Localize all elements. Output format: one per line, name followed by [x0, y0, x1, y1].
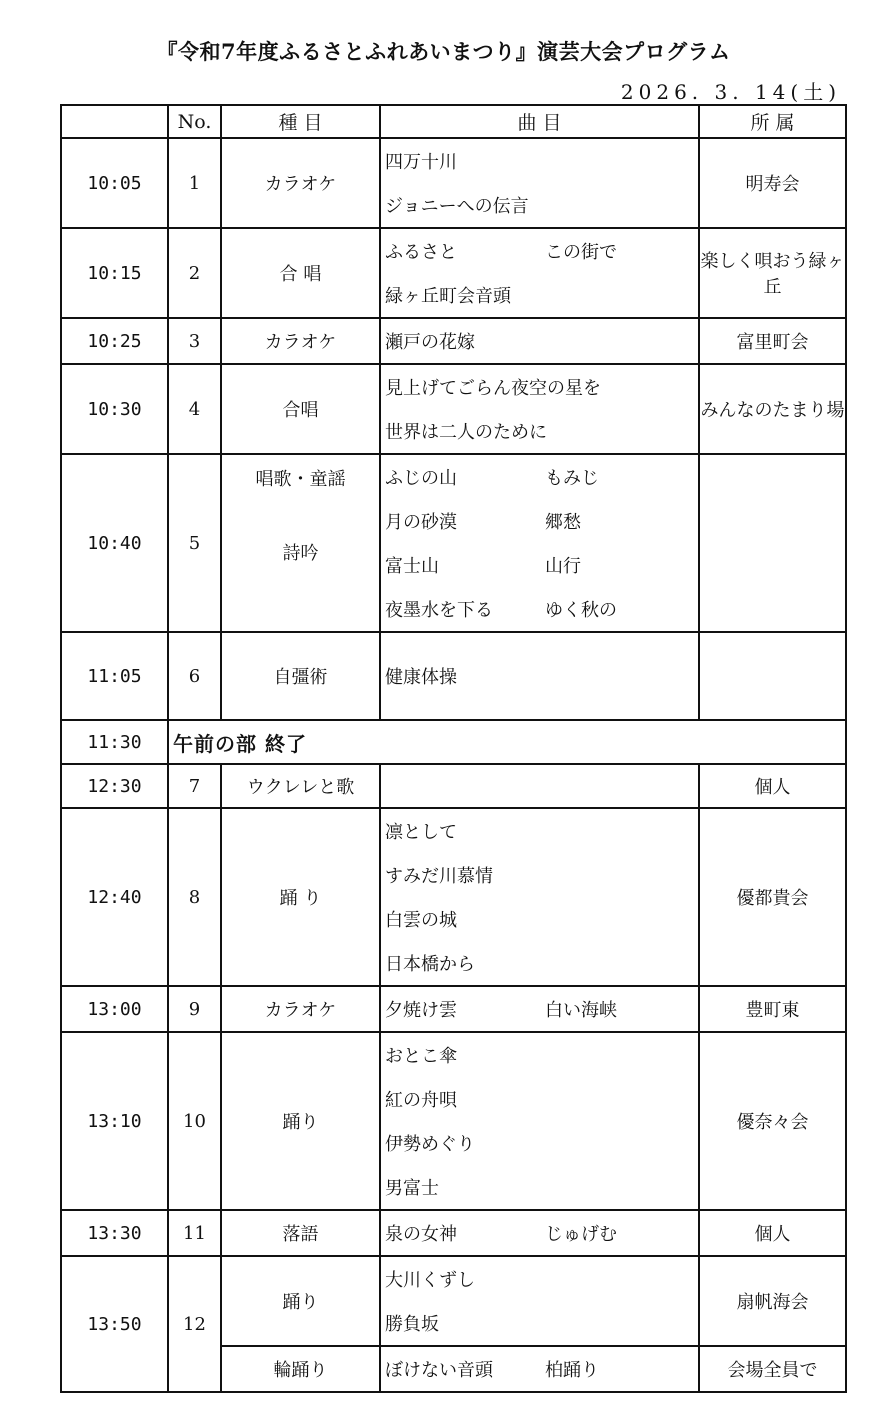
number-cell: 5 — [168, 454, 221, 632]
number-cell: 3 — [168, 318, 221, 364]
song-title: ふじの山 — [385, 468, 457, 489]
time-cell: 13:50 — [61, 1256, 168, 1392]
genre-cell: 合唱 — [221, 364, 380, 454]
songs-cell — [380, 138, 699, 228]
table-header-row — [61, 105, 846, 138]
song-title: 夜墨水を下る — [385, 600, 493, 621]
genre-cell: ウクレレと歌 — [221, 764, 380, 808]
number-cell: 9 — [168, 986, 221, 1032]
song-title: 健康体操 — [385, 667, 457, 688]
songs-cell — [380, 764, 699, 808]
songs-cell — [380, 632, 699, 720]
table-row — [61, 720, 846, 764]
song-title: 日本橋から — [385, 954, 475, 975]
group-cell — [699, 454, 846, 632]
song-line — [385, 273, 698, 317]
song-line — [385, 319, 698, 363]
song-title: 世界は二人のために — [385, 422, 547, 443]
songs-cell — [380, 1256, 699, 1346]
song-line — [385, 1347, 698, 1391]
song-line — [385, 1165, 698, 1209]
song-line — [385, 587, 698, 631]
time-cell: 10:25 — [61, 318, 168, 364]
songs-cell — [380, 986, 699, 1032]
time-cell: 10:30 — [61, 364, 168, 454]
table-row — [61, 228, 846, 318]
table-row — [61, 364, 846, 454]
number-cell: 11 — [168, 1210, 221, 1256]
song-title: 男富士 — [385, 1178, 439, 1199]
song-line — [385, 229, 698, 273]
songs-cell — [380, 318, 699, 364]
song-title: 凛として — [385, 822, 457, 843]
song-line — [385, 183, 698, 227]
time-cell: 11:30 — [61, 720, 168, 764]
number-cell: 1 — [168, 138, 221, 228]
song-line — [385, 543, 698, 587]
number-cell: 6 — [168, 632, 221, 720]
song-title: もみじ — [545, 468, 599, 489]
time-cell: 13:10 — [61, 1032, 168, 1210]
song-title: 山行 — [545, 556, 581, 577]
genre-cell: カラオケ — [221, 138, 380, 228]
song-line — [385, 1121, 698, 1165]
song-title: じゅげむ — [545, 1224, 617, 1245]
song-line — [385, 409, 698, 453]
song-line — [385, 365, 698, 409]
songs-cell — [380, 1032, 699, 1210]
time-cell: 12:30 — [61, 764, 168, 808]
time-cell: 13:00 — [61, 986, 168, 1032]
genre-cell: 落語 — [221, 1210, 380, 1256]
song-line — [385, 499, 698, 543]
genre-label: 唱歌・童謡 — [255, 469, 346, 490]
number-cell: 7 — [168, 764, 221, 808]
group-cell: 会場全員で — [699, 1346, 846, 1392]
genre-label: 詩吟 — [282, 543, 319, 564]
group-cell: 個人 — [699, 1210, 846, 1256]
program-table — [60, 104, 847, 1393]
group-cell: 明寿会 — [699, 138, 846, 228]
number-cell: 4 — [168, 364, 221, 454]
song-line — [385, 1257, 698, 1301]
group-cell: 扇帆海会 — [699, 1256, 846, 1346]
song-title: ふるさと — [385, 242, 457, 263]
song-line — [385, 809, 698, 853]
time-cell: 10:40 — [61, 454, 168, 632]
genre-cell: 踊り — [221, 1256, 380, 1346]
song-title: 白い海峡 — [545, 1000, 617, 1021]
song-title: 四万十川 — [385, 152, 457, 173]
song-title: 紅の舟唄 — [385, 1090, 457, 1111]
song-line — [385, 1077, 698, 1121]
songs-cell — [380, 808, 699, 986]
table-row — [61, 138, 846, 228]
song-line — [385, 987, 698, 1031]
header-genre: 種 目 — [221, 105, 380, 138]
song-line — [385, 654, 698, 698]
genre-cell — [221, 454, 380, 632]
song-title: 月の砂漠 — [385, 512, 457, 533]
song-line — [385, 139, 698, 183]
header-no: No. — [168, 105, 221, 138]
song-line — [385, 1033, 698, 1077]
song-title: 夕焼け雲 — [385, 1000, 457, 1021]
number-cell: 10 — [168, 1032, 221, 1210]
song-title: 勝負坂 — [385, 1314, 439, 1335]
time-cell: 10:15 — [61, 228, 168, 318]
genre-cell: 踊り — [221, 1032, 380, 1210]
song-title: 伊勢めぐり — [385, 1134, 475, 1155]
table-row — [61, 1210, 846, 1256]
header-time — [61, 105, 168, 138]
song-line — [385, 1211, 698, 1255]
songs-cell — [380, 1346, 699, 1392]
genre-cell: 踊 り — [221, 808, 380, 986]
song-title: 郷愁 — [545, 512, 581, 533]
song-line — [385, 941, 698, 985]
time-cell: 11:05 — [61, 632, 168, 720]
header-group: 所 属 — [699, 105, 846, 138]
genre-cell: 自彊術 — [221, 632, 380, 720]
table-row — [61, 318, 846, 364]
song-title: 緑ヶ丘町会音頭 — [385, 286, 511, 307]
songs-cell — [380, 1210, 699, 1256]
break-label: 午前の部 終了 — [168, 720, 846, 764]
song-title: 大川くずし — [385, 1270, 475, 1291]
group-cell: 優都貴会 — [699, 808, 846, 986]
songs-cell — [380, 364, 699, 454]
page-title: 『令和7年度ふるさとふれあいまつり』演芸大会プログラム — [156, 39, 731, 64]
table-row — [61, 1256, 846, 1346]
table-row — [61, 764, 846, 808]
song-line — [385, 455, 698, 499]
song-title: 柏踊り — [545, 1360, 599, 1381]
time-cell: 10:05 — [61, 138, 168, 228]
number-cell: 12 — [168, 1256, 221, 1392]
group-cell: 富里町会 — [699, 318, 846, 364]
song-title: この街で — [545, 242, 617, 263]
group-cell: 優奈々会 — [699, 1032, 846, 1210]
time-cell: 13:30 — [61, 1210, 168, 1256]
group-cell: 個人 — [699, 764, 846, 808]
song-title: すみだ川慕情 — [385, 866, 493, 887]
song-title: 泉の女神 — [385, 1224, 457, 1245]
time-cell: 12:40 — [61, 808, 168, 986]
song-title: 富士山 — [385, 556, 439, 577]
song-title: ゆく秋の — [545, 600, 617, 621]
song-line — [385, 897, 698, 941]
song-title: ぼけない音頭 — [385, 1360, 493, 1381]
song-title: ジョニーへの伝言 — [385, 196, 529, 217]
genre-cell: 合 唱 — [221, 228, 380, 318]
song-title: 白雲の城 — [385, 910, 457, 931]
number-cell: 8 — [168, 808, 221, 986]
group-cell: みんなのたまり場 — [699, 364, 846, 454]
song-title: 見上げてごらん夜空の星を — [385, 378, 601, 399]
table-row — [61, 454, 846, 632]
song-line — [385, 853, 698, 897]
song-title: おとこ傘 — [385, 1046, 457, 1067]
genre-cell: 輪踊り — [221, 1346, 380, 1392]
group-cell: 楽しく唄おう緑ヶ丘 — [699, 228, 846, 318]
table-row — [61, 632, 846, 720]
song-title: 瀬戸の花嫁 — [385, 332, 475, 353]
number-cell: 2 — [168, 228, 221, 318]
header-songs: 曲 目 — [380, 105, 699, 138]
group-cell — [699, 632, 846, 720]
songs-cell — [380, 454, 699, 632]
song-line — [385, 1301, 698, 1345]
table-row — [61, 808, 846, 986]
event-date: 2026. 3. 14(土) — [620, 80, 841, 104]
table-row — [61, 1032, 846, 1210]
group-cell: 豊町東 — [699, 986, 846, 1032]
genre-cell: カラオケ — [221, 318, 380, 364]
genre-cell: カラオケ — [221, 986, 380, 1032]
table-row — [61, 986, 846, 1032]
songs-cell — [380, 228, 699, 318]
